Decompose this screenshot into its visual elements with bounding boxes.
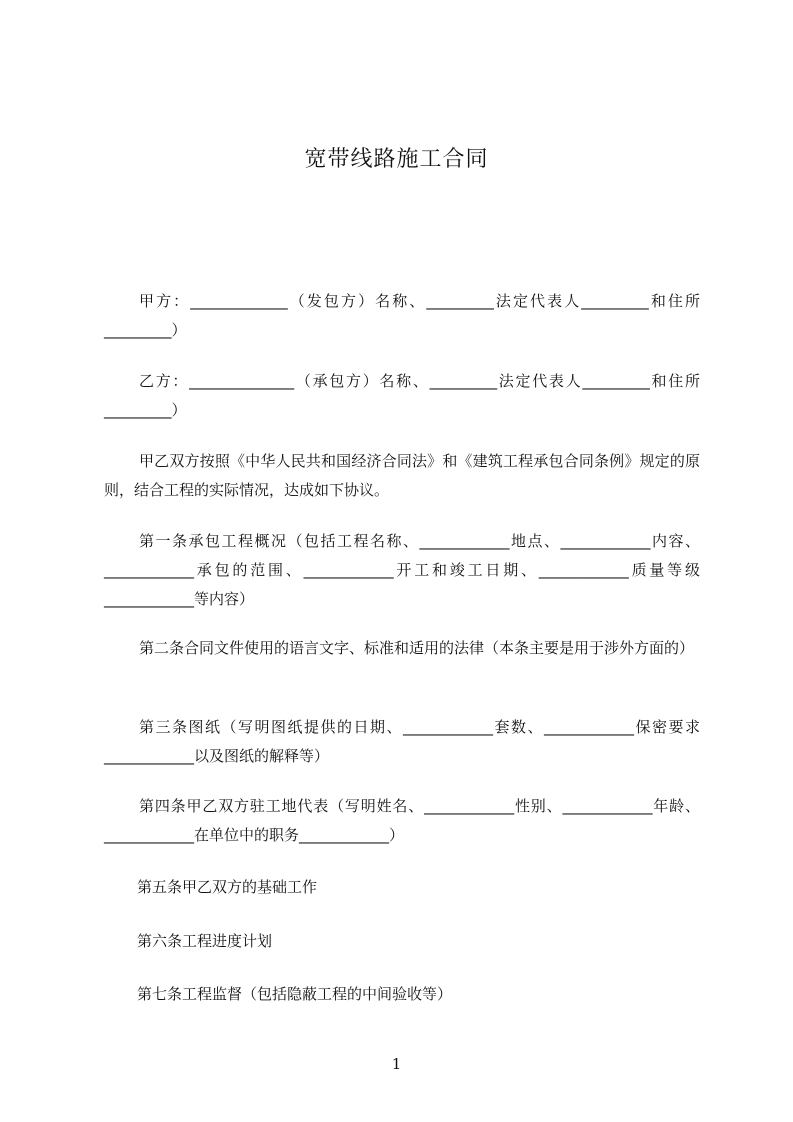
article-7-paragraph: 第七条工程监督（包括隐蔽工程的中间验收等） [137, 985, 453, 1003]
article-1-paragraph: 第一条承包工程概况（包括工程名称、____________地点、____________内容、____________承包的范围、____________开工和竣工日期、____________质量等级____________等内容） [104, 532, 700, 608]
article-6-paragraph: 第六条工程进度计划 [137, 932, 273, 950]
article-5-paragraph: 第五条甲乙双方的基础工作 [137, 878, 318, 896]
page-number: 1 [391, 1055, 402, 1073]
preamble-paragraph: 甲乙双方按照《中华人民共和国经济合同法》和《建筑工程承包合同条例》规定的原则，结合工程的实际情况，达成如下协议。 [104, 452, 700, 499]
article-3-paragraph: 第三条图纸（写明图纸提供的日期、____________套数、____________保密要求____________以及图纸的解释等） [104, 718, 700, 765]
party-a-paragraph: 甲方：_____________（发包方）名称、_________法定代表人_________和住所_________） [104, 292, 700, 339]
article-2-paragraph: 第二条合同文件使用的语言文字、标准和适用的法律（本条主要是用于涉外方面的） [139, 639, 695, 657]
article-4-paragraph: 第四条甲乙双方驻工地代表（写明姓名、____________性别、____________年龄、____________在单位中的职务____________） [104, 797, 700, 844]
party-b-paragraph: 乙方：______________（承包方）名称、_________法定代表人_________和住所_________） [104, 372, 700, 419]
page-title: 宽带线路施工合同 [304, 147, 489, 172]
